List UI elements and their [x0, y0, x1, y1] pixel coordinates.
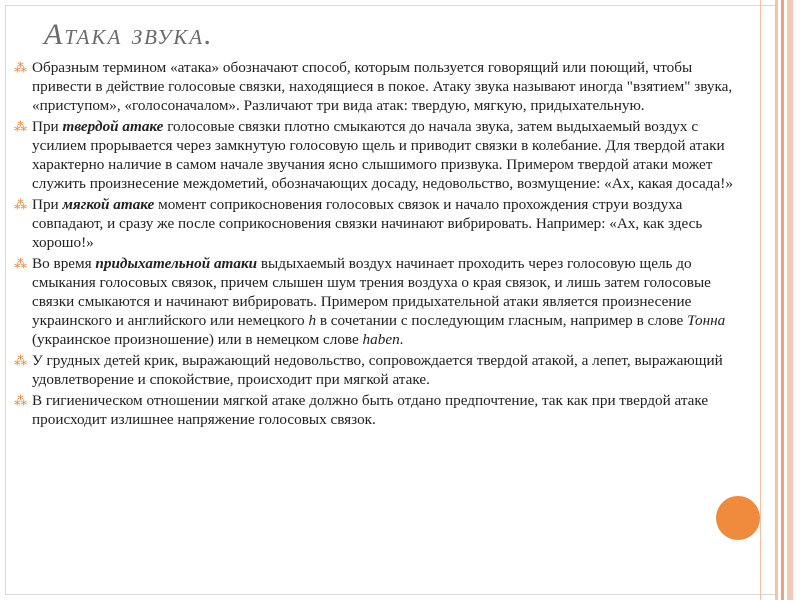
- paragraph-hard-attack: [14, 117, 748, 193]
- paragraph-text: В гигиеническом отношении мягкой атаке должно быть отдано предпочтение, так как при твердой атаке происходит излишнее напряжение голосовых связок.: [32, 392, 709, 428]
- bullet-icon: ⁂: [14, 393, 27, 408]
- paragraph-text: (украинское произношение) или в немецком слове: [32, 331, 363, 348]
- paragraph-text: момент соприкосновения голосовых связок и начало прохождения струи воздуха совпадают, и сразу же после соприкосновения связки начинают вибрировать. Например: «Ах, как здесь хорошо!»: [32, 196, 703, 251]
- paragraph-text: Образным термином «атака» обозначают способ, которым пользуется говорящий или поющий, чтобы привести в действие голосовые связки, находящиеся в покое. Атаку звука называют иногда "взятием" звука, «приступом», «голосоначалом». Различают три вида атак: твердую, мягкую, придыхательную.: [32, 59, 733, 114]
- side-decoration-band: [775, 0, 793, 600]
- bullet-icon: ⁂: [14, 197, 27, 212]
- paragraph-text: У грудных детей крик, выражающий недовольство, сопровождается твердой атакой, а лепет, выражающий удовлетворение и спокойствие, происходит при мягкой атаке.: [32, 352, 723, 388]
- example-word-haben: haben: [362, 331, 400, 348]
- paragraph-soft-attack: [14, 195, 748, 252]
- paragraph-text: При: [32, 196, 63, 213]
- paragraph-hygiene: [14, 391, 748, 429]
- paragraph-text: в сочетании с последующим гласным, например в слове: [316, 312, 688, 329]
- paragraph-text: При: [32, 118, 63, 135]
- slide-body: [14, 58, 748, 431]
- paragraph-breathy-attack: [14, 254, 748, 349]
- bullet-icon: ⁂: [14, 119, 27, 134]
- accent-circle: [716, 496, 760, 540]
- side-rule: [760, 0, 761, 600]
- term-hard-attack: твердой атаке: [62, 118, 164, 135]
- term-soft-attack: мягкой атаке: [62, 196, 155, 213]
- term-breathy-attack: придыхательной атаки: [95, 255, 258, 272]
- paragraph-text: .: [399, 331, 404, 348]
- bullet-icon: ⁂: [14, 353, 27, 368]
- bullet-icon: ⁂: [14, 60, 27, 75]
- example-word-tonna: Тонна: [687, 312, 726, 329]
- paragraph-infants: [14, 351, 748, 389]
- letter-h: h: [308, 312, 317, 329]
- paragraph-text: выдыхаемый воздух начинает проходить через голосовую щель до смыкания голосовых связок, причем слышен шум трения воздуха о края связок, и лишь затем голосовые связки смыкаются и начинают вибрировать. Примером придыхательной атаки является произнесение украинского и английского или немецкого: [32, 255, 711, 329]
- paragraph-text: Во время: [32, 255, 96, 272]
- paragraph-text: голосовые связки плотно смыкаются до начала звука, затем выдыхаемый воздух с усилием прорывается через замкнутую голосовую щель и приводит связки в колебание. Для твердой атаки характерно наличие в самом начале звучания ясно слышимого призвука. Примером твердой атаки может служить произнесение междометий, обозначающих досаду, недовольство, возмущение: «Ах, какая досада!»: [32, 118, 733, 192]
- paragraph-intro: [14, 58, 748, 115]
- slide-title: Атака звука.: [44, 18, 214, 51]
- bullet-icon: ⁂: [14, 256, 27, 271]
